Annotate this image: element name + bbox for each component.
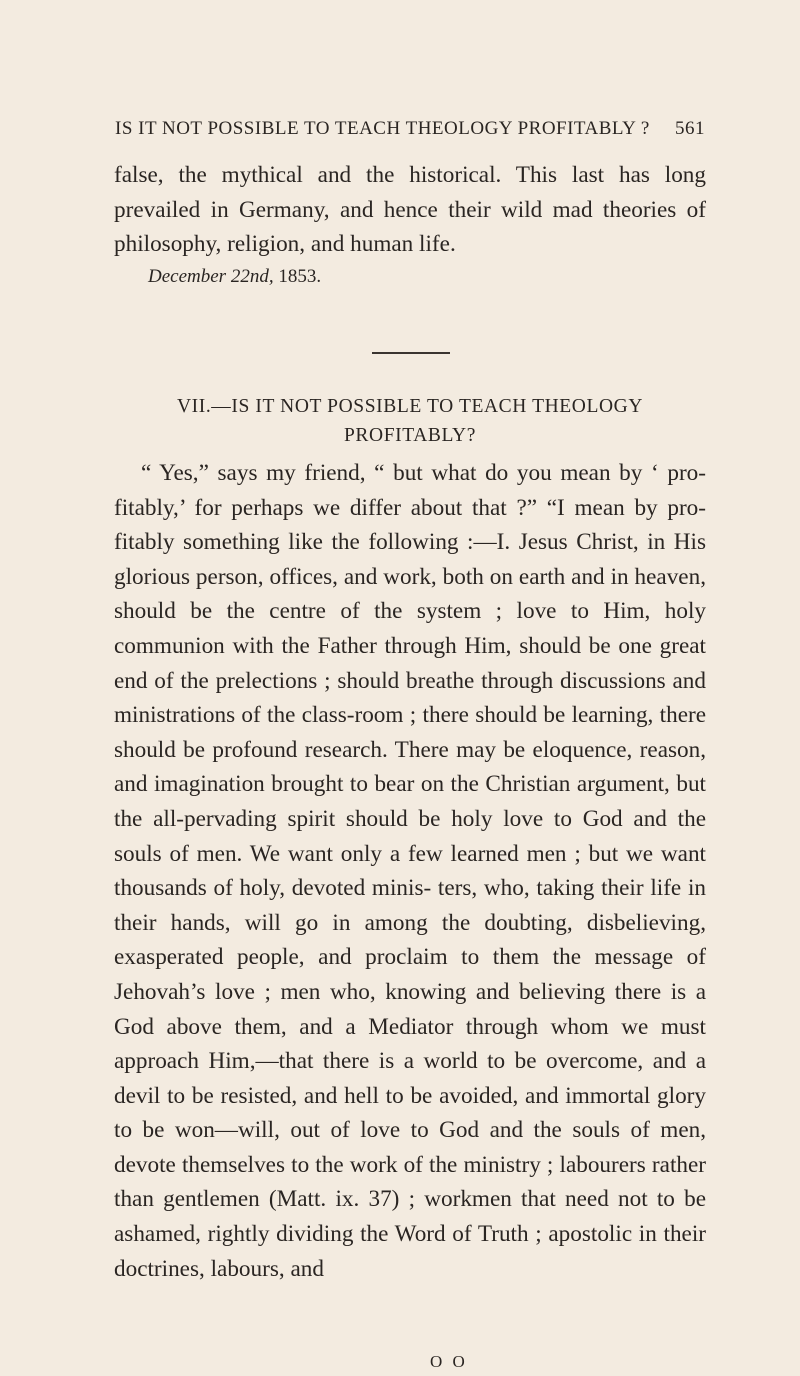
dateline: [148, 266, 321, 288]
signature-mark: O O: [430, 1352, 468, 1371]
section-heading-line-1: VII.—IS IT NOT POSSIBLE TO TEACH THEOLOGY: [176, 396, 644, 417]
running-head-title: IS IT NOT POSSIBLE TO TEACH THEOLOGY PROFITABLY ?: [115, 118, 650, 139]
section-heading: [114, 392, 706, 450]
dateline-year: 1853.: [278, 266, 322, 287]
section-divider: [372, 352, 450, 354]
continuation-paragraph: false, the mythical and the historical. This last has long prevailed in Germany, and hence their wild mad theories of philosophy, religion, and human life.: [114, 162, 706, 258]
main-paragraph: “ Yes,” says my friend, “ but what do you mean by ‘ pro- fitably,’ for perhaps we differ about that ?” “I mean by pro- fitably something like the following :—I. Jesus Christ, in His glorious person, offices, and work, both on earth and in heaven, should be the centre of the system ; love to Him, holy communion with the Father through Him, should be one great end of the prelections ; should breathe through discussions and ministrations of the class-room ; there should be learning, there should be profound research. There may be eloquence, reason, and imagination brought to bear on the Christian argument, but the all-pervading spirit should be holy love to God and the souls of men. We want only a few learned men ; but we want thousands of holy, devoted minis- ters, who, taking their life in their hands, will go in among the doubting, disbelieving, exasperated people, and proclaim to them the message of Jehovah’s love ; men who, knowing and believing there is a God above them, and a Mediator through whom we must approach Him,—that there is a world to be overcome, and a devil to be resisted, and hell to be avoided, and immortal glory to be won—will, out of love to God and the souls of men, devote themselves to the work of the ministry ; labourers rather than gentlemen (Matt. ix. 37) ; workmen that need not to be ashamed, rightly dividing the Word of Truth ; apostolic in their doctrines, labours, and: [114, 460, 706, 1282]
section-heading-line-2: PROFITABLY?: [343, 425, 476, 446]
page-number: 561: [675, 118, 705, 139]
running-head: [115, 118, 705, 142]
dateline-date: December 22nd,: [148, 266, 274, 287]
